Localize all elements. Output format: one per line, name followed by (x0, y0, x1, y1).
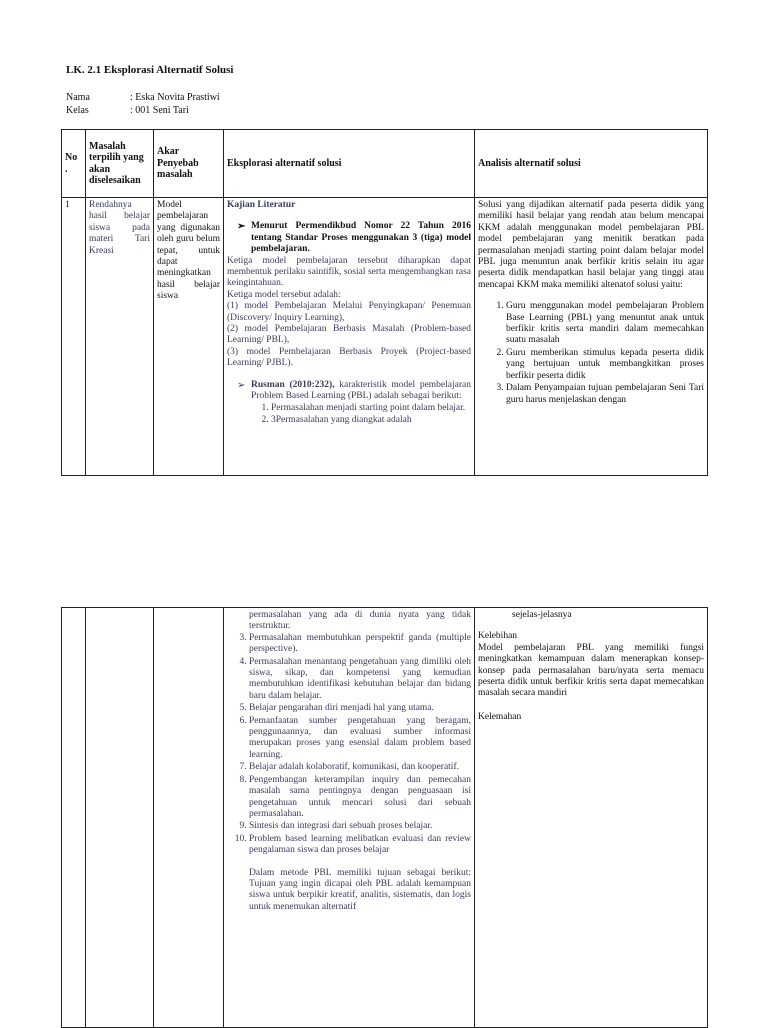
row-number: 1 (62, 198, 86, 476)
masalah-cell-empty (86, 608, 154, 1028)
header-no: No . (62, 130, 86, 198)
table-row (62, 608, 708, 1028)
list-item: 9. Sintesis dan integrasi dari sebuah proses belajar. (249, 821, 471, 832)
kelas-value: : 001 Seni Tari (130, 105, 189, 116)
table-row (62, 198, 708, 476)
document-page-2 (0, 520, 768, 1024)
permendikbud-list (227, 221, 471, 255)
eksplorasi-cell-continued (224, 608, 475, 1028)
list-item: 7. Belajar adalah kolaboratif, komunikasi, dan kooperatif. (249, 762, 471, 773)
solusi-list (478, 301, 704, 406)
nama-label: Nama (66, 92, 90, 103)
exploration-table (61, 129, 708, 476)
rusman-text: karakteristik model pembelajaran Problem Based Learning (PBL) adalah sebagai berikut: (251, 379, 471, 402)
list-item: 6. Pemanfaatan sumber pengetahuan yang beragam, penggunaannya, dan evaluasi sumber informasi merupakan proses yang esensial dalam problem based learning. (249, 716, 471, 762)
kelas-line (66, 105, 189, 116)
rusman-citation: Rusman (2010:232), (251, 379, 335, 390)
list-item: 3. Permasalahan membutuhkan perspektif ganda (multiple perspective). (249, 633, 471, 656)
exploration-table-continued (61, 607, 708, 1028)
akar-cell: Model pembelajaran yang digunakan oleh guru belum tepat, untuk dapat meningkatkan hasil belajar siswa (154, 198, 224, 476)
ketiga-intro: Ketiga model tersebut adalah: (227, 289, 341, 300)
eksplorasi-cell (224, 198, 475, 476)
akar-cell-empty (154, 608, 224, 1028)
solusi-3-continuation: sejelas-jelasnya (512, 610, 572, 620)
rusman-list (227, 380, 471, 403)
rusman-item (237, 380, 471, 403)
list-item: 4. Permasalahan menantang pengetahuan yang dimiliki oleh siswa, sikap, dan kompetensi yang kemudian membutuhkan identifikasi kebutuhan belajar dan bidang baru dalam belajar. (249, 657, 471, 703)
header-analisis: Analisis alternatif solusi (475, 130, 708, 198)
analisis-cell (475, 198, 708, 476)
header-eksplorasi: Eksplorasi alternatif solusi (224, 130, 475, 198)
kajian-title: Kajian Literatur (227, 200, 296, 210)
karakteristik-list (227, 403, 471, 427)
row-number-empty (62, 608, 86, 1028)
kelas-label: Kelas (66, 105, 89, 116)
karakteristik-list-continued (227, 633, 471, 857)
tujuan-paragraph: Dalam metode PBL memiliki tujuan sebagai berikut: Tujuan yang ingin dicapai oleh PBL adalah kemampuan siswa untuk berpikir kreatif, analitis, sistematis, dan logis untuk menemukan alternatif (249, 867, 471, 912)
header-akar: Akar Penyebab masalah (154, 130, 224, 198)
masalah-cell: Rendahnya hasil belajar siswa pada materi Tari Kreasi (86, 198, 154, 476)
list-item: 2. 3Permasalahan yang diangkat adalah (271, 415, 471, 426)
model-3: (3) model Pembelajaran Berbasis Proyek (Project-based Learning/ PJBL). (227, 346, 471, 369)
list-item: 1. Guru menggunakan model pembelajaran Problem Base Learning (PBL) yang menuntut anak untuk berfikir kritis serta mandiri dalam memecahkan suatu masalah (506, 301, 704, 347)
list-item: 10. Problem based learning melibatkan evaluasi dan review pengalaman siswa dan proses belajar (249, 834, 471, 857)
model-2: (2) model Pembelajaran Berbasis Masalah (Problem-based Learning/ PBL), (227, 324, 471, 346)
ketiga-paragraph: Ketiga model pembelajaran tersebut diharapkan dapat membentuk perilaku saintifik, sosial serta mengembangkan rasa keingintahuan. (227, 255, 471, 289)
list-item: 8. Pengembangan keterampilan inquiry dan pemecahan masalah sama pentingnya dengan penguasaan isi pengetahuan untuk mencari solusi dari sebuah permasalahan. (249, 775, 471, 821)
kelebihan-title: Kelebihan (478, 631, 518, 642)
list-item: 1. Permasalahan menjadi starting point dalam belajar. (271, 403, 471, 414)
list-item: 3. Dalam Penyampaian tujuan pembelajaran Seni Tari guru harus menjelaskan dengan (506, 383, 704, 406)
document-title: LK. 2.1 Eksplorasi Alternatif Solusi (66, 64, 234, 76)
header-masalah: Masalah terpilih yang akan diselesaikan (86, 130, 154, 198)
list-item: 5. Belajar pengarahan diri menjadi hal yang utama. (249, 703, 471, 714)
kelebihan-text: Model pembelajaran PBL yang memiliki fungsi meningkatkan kemampuan dalam menerapkan konsep-konsep pada permasalahan baru/nyata serta memacu peserta didik untuk berfikir kritis serta dapat memecahkan masalah secara mandiri (478, 642, 704, 699)
analisis-paragraph: Solusi yang dijadikan alternatif pada peserta didik yang memiliki hasil belajar yang rendah atau belum mencapai KKM adalah menggunakan model pembelajaran PBL model pembelajaran yang menitik beratkan pada permasalahan menjadi starting point dalam belajar model PBL juga menuntun anak berfikir kritis selain itu agar peserta didik mendapatkan hasil belajar yang tinggi atau mencapai KKM maka memiliki altenatof solusi yaitu: (478, 200, 704, 290)
analisis-cell-continued (475, 608, 708, 1028)
item-2-continuation: permasalahan yang ada di dunia nyata yang tidak terstruktur. (249, 610, 471, 632)
nama-line (66, 92, 220, 103)
kelemahan-title: Kelemahan (478, 711, 522, 722)
list-item: 2. Guru memberikan stimulus kepada peserta didik yang bertujuan untuk membangkitkan proses berfikir peserta didik (506, 348, 704, 382)
permendikbud-item: ➢ Menurut Permendikbud Nomor 22 Tahun 2016 tentang Standar Proses menggunakan 3 (tiga) model pembelajaran. (237, 221, 471, 255)
nama-value: : Eska Novita Prastiwi (130, 92, 220, 103)
table-header-row (62, 130, 708, 198)
model-1: (1) model Pembelajaran Melalui Penyingkapan/ Penemuan (Discovery/ Inquiry Learning), (227, 301, 471, 323)
